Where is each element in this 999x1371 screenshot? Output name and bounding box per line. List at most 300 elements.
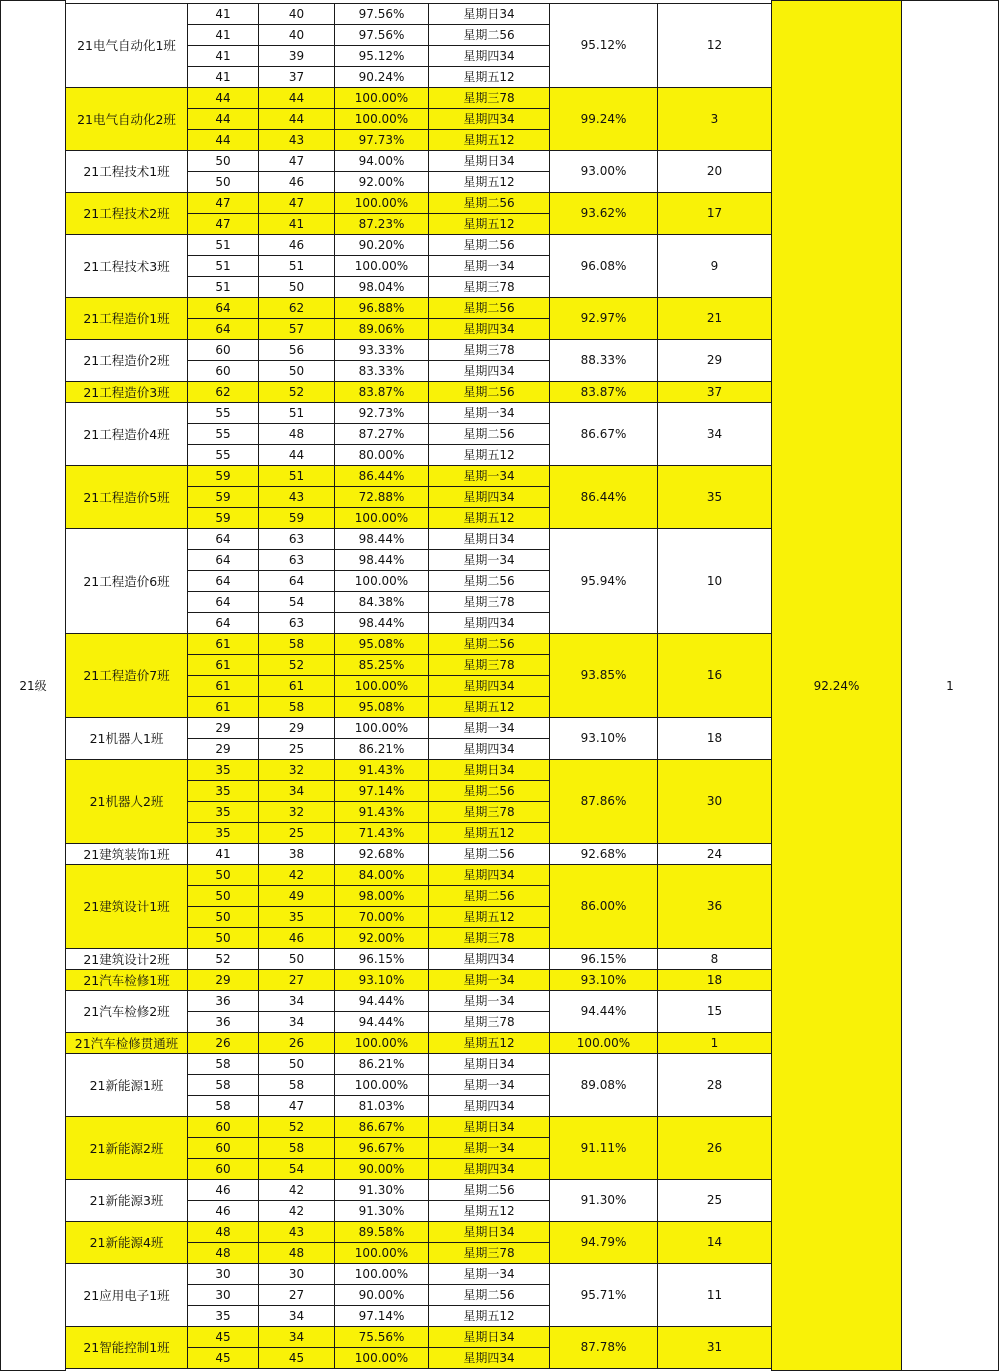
session-value: 星期四34	[463, 868, 515, 882]
present-value: 46	[288, 237, 305, 252]
session-value: 星期三78	[463, 343, 515, 357]
present-value: 39	[288, 48, 305, 63]
rate-value: 72.88%	[358, 489, 405, 504]
rate-value: 100.00%	[354, 195, 409, 210]
enrolled-value: 61	[215, 657, 231, 672]
class-rank: 16	[706, 668, 723, 682]
enrolled-value: 60	[215, 1140, 231, 1155]
present-value: 46	[288, 174, 305, 189]
enrolled-value: 29	[215, 720, 231, 735]
class-rank: 36	[706, 899, 723, 913]
present-value: 51	[288, 405, 305, 420]
rate-value: 97.56%	[358, 6, 405, 21]
enrolled-value: 35	[215, 825, 231, 840]
session-value: 星期五12	[463, 910, 515, 924]
rate-value: 100.00%	[354, 678, 409, 693]
session-value: 星期四34	[463, 742, 515, 756]
rate-value: 91.30%	[358, 1203, 405, 1218]
class-rank: 25	[706, 1193, 723, 1207]
rate-value: 100.00%	[354, 258, 409, 273]
class-rate: 91.11%	[580, 1140, 627, 1155]
session-value: 星期四34	[463, 112, 515, 126]
enrolled-value: 61	[215, 678, 231, 693]
class-rank: 20	[706, 164, 723, 178]
enrolled-value: 50	[215, 909, 231, 924]
rate-value: 100.00%	[354, 573, 409, 588]
enrolled-value: 41	[215, 846, 231, 861]
session-value: 星期二56	[463, 238, 515, 252]
class-rank: 29	[706, 353, 723, 367]
rate-value: 100.00%	[354, 90, 409, 105]
class-name: 21工程技术2班	[83, 206, 170, 221]
present-value: 63	[288, 531, 305, 546]
enrolled-value: 50	[215, 867, 231, 882]
present-value: 50	[288, 1056, 305, 1071]
session-value: 星期五12	[463, 448, 515, 462]
rate-value: 89.06%	[358, 321, 405, 336]
enrolled-value: 55	[215, 405, 231, 420]
present-value: 30	[288, 1266, 305, 1281]
session-value: 星期二56	[463, 301, 515, 315]
enrolled-value: 58	[215, 1077, 231, 1092]
rate-value: 87.27%	[358, 426, 405, 441]
class-rate: 92.68%	[580, 846, 627, 861]
enrolled-value: 47	[215, 195, 231, 210]
session-value: 星期一34	[463, 1267, 515, 1281]
class-name: 21电气自动化2班	[77, 111, 176, 127]
present-value: 42	[288, 1182, 305, 1197]
class-rate: 99.24%	[580, 111, 627, 126]
present-value: 48	[288, 1245, 305, 1260]
present-value: 49	[288, 888, 305, 903]
present-value: 34	[288, 993, 305, 1008]
class-rate: 83.87%	[580, 384, 627, 399]
rate-value: 98.44%	[358, 552, 405, 567]
enrolled-value: 59	[215, 489, 231, 504]
present-value: 62	[288, 300, 305, 315]
enrolled-value: 41	[215, 69, 231, 84]
rate-value: 97.73%	[358, 132, 405, 147]
enrolled-value: 50	[215, 153, 231, 168]
enrolled-value: 64	[215, 321, 231, 336]
session-value: 星期二56	[463, 1288, 515, 1302]
session-value: 星期日34	[463, 763, 515, 777]
class-rank: 9	[710, 258, 719, 273]
class-rate: 92.97%	[580, 311, 627, 325]
class-rate: 86.00%	[580, 899, 627, 913]
present-value: 35	[288, 909, 305, 924]
enrolled-value: 48	[215, 1224, 231, 1239]
enrolled-value: 60	[215, 1119, 231, 1134]
class-rate: 100.00%	[576, 1035, 631, 1050]
session-value: 星期三78	[463, 280, 515, 294]
rate-value: 100.00%	[354, 1350, 409, 1365]
rate-value: 100.00%	[354, 1077, 409, 1092]
rate-value: 100.00%	[354, 510, 409, 525]
present-value: 58	[288, 1140, 305, 1155]
rate-value: 100.00%	[354, 1035, 409, 1050]
class-name: 21新能源4班	[89, 1235, 164, 1250]
session-value: 星期三78	[463, 931, 515, 945]
present-value: 59	[288, 510, 305, 525]
enrolled-value: 51	[215, 258, 231, 273]
session-value: 星期二56	[463, 784, 515, 798]
class-name: 21电气自动化1班	[77, 38, 176, 53]
session-value: 星期日34	[463, 1057, 515, 1071]
session-value: 星期五12	[463, 1204, 515, 1218]
present-value: 34	[288, 783, 305, 798]
present-value: 27	[288, 972, 305, 987]
rate-value: 87.23%	[358, 216, 405, 231]
enrolled-value: 55	[215, 447, 231, 462]
session-value: 星期二56	[463, 427, 515, 441]
class-name: 21工程技术1班	[83, 164, 170, 179]
enrolled-value: 35	[215, 762, 231, 777]
present-value: 54	[288, 1161, 305, 1176]
enrolled-value: 62	[215, 384, 231, 399]
grade-rank: 1	[946, 678, 954, 693]
grade-label: 21级	[19, 679, 47, 693]
rate-value: 90.20%	[358, 237, 405, 252]
session-value: 星期二56	[463, 637, 515, 651]
session-value: 星期一34	[463, 259, 515, 273]
enrolled-value: 64	[215, 552, 231, 567]
present-value: 46	[288, 930, 305, 945]
class-rank: 31	[706, 1340, 723, 1354]
enrolled-value: 48	[215, 1245, 231, 1260]
enrolled-value: 29	[215, 741, 231, 756]
class-rank: 37	[706, 384, 723, 399]
session-value: 星期四34	[463, 952, 515, 966]
class-rate: 96.15%	[580, 951, 627, 966]
rate-value: 85.25%	[358, 657, 405, 672]
present-value: 47	[288, 1098, 305, 1113]
class-name: 21汽车检修1班	[83, 972, 170, 988]
present-value: 63	[288, 615, 305, 630]
rate-value: 90.00%	[358, 1161, 405, 1176]
session-value: 星期五12	[463, 133, 515, 147]
session-value: 星期日34	[463, 1330, 515, 1344]
present-value: 29	[288, 720, 305, 735]
class-name: 21建筑设计1班	[83, 899, 170, 914]
session-value: 星期五12	[463, 217, 515, 231]
session-value: 星期五12	[463, 511, 515, 525]
rate-value: 98.44%	[358, 531, 405, 546]
session-value: 星期四34	[463, 490, 515, 504]
class-rank: 18	[706, 731, 723, 745]
enrolled-value: 26	[215, 1035, 231, 1050]
enrolled-value: 30	[215, 1266, 231, 1281]
rate-value: 96.67%	[358, 1140, 405, 1155]
class-name: 21建筑设计2班	[83, 951, 170, 967]
rate-value: 89.58%	[358, 1224, 405, 1239]
rate-value: 100.00%	[354, 1266, 409, 1281]
rate-value: 92.68%	[358, 846, 405, 861]
session-value: 星期五12	[463, 175, 515, 189]
class-rate: 87.86%	[580, 794, 627, 808]
class-name: 21新能源1班	[89, 1077, 164, 1093]
present-value: 52	[288, 384, 305, 399]
enrolled-value: 64	[215, 615, 231, 630]
session-value: 星期日34	[463, 154, 515, 168]
enrolled-value: 41	[215, 48, 231, 63]
session-value: 星期一34	[463, 994, 515, 1008]
enrolled-value: 50	[215, 174, 231, 189]
enrolled-value: 44	[215, 132, 231, 147]
session-value: 星期三78	[463, 658, 515, 672]
present-value: 42	[288, 1203, 305, 1218]
class-name: 21工程造价7班	[83, 668, 170, 683]
rate-value: 92.00%	[358, 174, 405, 189]
class-rank: 15	[706, 1004, 723, 1018]
rate-value: 95.08%	[358, 636, 405, 651]
present-value: 50	[288, 363, 305, 378]
enrolled-value: 50	[215, 930, 231, 945]
rate-value: 92.00%	[358, 930, 405, 945]
rate-value: 81.03%	[358, 1098, 405, 1113]
present-value: 32	[288, 762, 305, 777]
present-value: 44	[288, 111, 305, 126]
present-value: 44	[288, 447, 305, 462]
class-rate: 86.67%	[580, 426, 627, 441]
class-rank: 1	[710, 1035, 719, 1050]
rate-value: 70.00%	[358, 909, 405, 924]
class-rate: 91.30%	[580, 1193, 627, 1207]
enrolled-value: 30	[215, 1287, 231, 1302]
session-value: 星期三78	[463, 1015, 515, 1029]
grade-rate: 92.24%	[813, 678, 860, 693]
class-rank: 3	[710, 111, 719, 126]
session-value: 星期一34	[463, 1141, 515, 1155]
class-rank: 18	[706, 972, 723, 987]
rate-value: 94.44%	[358, 1014, 405, 1029]
session-value: 星期二56	[463, 889, 515, 903]
enrolled-value: 45	[215, 1329, 231, 1344]
present-value: 26	[288, 1035, 305, 1050]
enrolled-value: 51	[215, 279, 231, 294]
class-name: 21机器人1班	[89, 731, 164, 746]
rate-value: 96.15%	[358, 951, 405, 966]
rate-value: 91.30%	[358, 1182, 405, 1197]
present-value: 56	[288, 342, 305, 357]
enrolled-value: 55	[215, 426, 231, 441]
present-value: 34	[288, 1308, 305, 1323]
session-value: 星期一34	[463, 553, 515, 567]
class-rate: 93.62%	[580, 206, 627, 220]
rate-value: 95.08%	[358, 699, 405, 714]
rate-value: 97.14%	[358, 1308, 405, 1323]
rate-value: 98.44%	[358, 615, 405, 630]
rate-value: 90.24%	[358, 69, 405, 84]
class-name: 21机器人2班	[89, 794, 164, 809]
present-value: 44	[288, 90, 305, 105]
present-value: 40	[288, 27, 305, 42]
present-value: 58	[288, 1077, 305, 1092]
class-rate: 93.10%	[580, 731, 627, 745]
class-name: 21工程造价3班	[83, 384, 170, 400]
rate-value: 91.43%	[358, 804, 405, 819]
class-rank: 30	[706, 794, 723, 808]
session-value: 星期四34	[463, 322, 515, 336]
class-name: 21汽车检修贯通班	[74, 1035, 179, 1051]
session-value: 星期日34	[463, 7, 515, 21]
class-name: 21智能控制1班	[83, 1340, 170, 1355]
rate-value: 80.00%	[358, 447, 405, 462]
present-value: 51	[288, 468, 305, 483]
enrolled-value: 44	[215, 90, 231, 105]
enrolled-value: 41	[215, 6, 231, 21]
class-name: 21工程造价2班	[83, 353, 170, 368]
class-rank: 10	[706, 573, 723, 588]
rate-value: 97.56%	[358, 27, 405, 42]
class-rate: 93.10%	[580, 972, 627, 987]
rate-value: 75.56%	[358, 1329, 405, 1344]
session-value: 星期二56	[463, 574, 515, 588]
rate-value: 92.73%	[358, 405, 405, 420]
enrolled-value: 58	[215, 1056, 231, 1071]
enrolled-value: 35	[215, 804, 231, 819]
session-value: 星期五12	[463, 1036, 515, 1050]
session-value: 星期一34	[463, 1078, 515, 1092]
session-value: 星期一34	[463, 721, 515, 735]
rate-value: 86.21%	[358, 741, 405, 756]
rate-value: 94.44%	[358, 993, 405, 1008]
session-value: 星期二56	[463, 385, 515, 399]
rate-value: 93.33%	[358, 342, 405, 357]
class-rate: 93.85%	[580, 668, 627, 682]
session-value: 星期三78	[463, 91, 515, 105]
session-value: 星期三78	[463, 1246, 515, 1260]
present-value: 43	[288, 1224, 305, 1239]
session-value: 星期五12	[463, 826, 515, 840]
class-rank: 35	[706, 489, 723, 504]
rate-value: 86.67%	[358, 1119, 405, 1134]
present-value: 25	[288, 741, 305, 756]
rate-value: 86.21%	[358, 1056, 405, 1071]
enrolled-value: 59	[215, 510, 231, 525]
present-value: 54	[288, 594, 305, 609]
present-value: 42	[288, 867, 305, 882]
present-value: 48	[288, 426, 305, 441]
enrolled-value: 36	[215, 1014, 231, 1029]
session-value: 星期一34	[463, 469, 515, 483]
present-value: 47	[288, 153, 305, 168]
session-value: 星期四34	[463, 49, 515, 63]
session-value: 星期五12	[463, 70, 515, 84]
class-rate: 94.44%	[580, 1004, 627, 1018]
enrolled-value: 64	[215, 594, 231, 609]
present-value: 63	[288, 552, 305, 567]
enrolled-value: 60	[215, 342, 231, 357]
rate-value: 91.43%	[358, 762, 405, 777]
class-rate: 88.33%	[580, 353, 627, 367]
session-value: 星期五12	[463, 700, 515, 714]
enrolled-value: 64	[215, 531, 231, 546]
class-name: 21工程造价1班	[83, 311, 170, 326]
rate-value: 83.33%	[358, 363, 405, 378]
present-value: 57	[288, 321, 305, 336]
class-name: 21应用电子1班	[83, 1287, 170, 1303]
present-value: 52	[288, 657, 305, 672]
class-name: 21新能源2班	[89, 1140, 164, 1156]
present-value: 50	[288, 951, 305, 966]
enrolled-value: 59	[215, 468, 231, 483]
class-rank: 11	[706, 1287, 723, 1302]
session-value: 星期二56	[463, 847, 515, 861]
class-rank: 34	[706, 426, 723, 441]
enrolled-value: 46	[215, 1203, 231, 1218]
enrolled-value: 29	[215, 972, 231, 987]
class-rank: 17	[706, 206, 723, 220]
class-rank: 14	[706, 1235, 723, 1249]
present-value: 64	[288, 573, 305, 588]
class-rate: 89.08%	[580, 1077, 627, 1092]
enrolled-value: 60	[215, 1161, 231, 1176]
rate-value: 93.10%	[358, 972, 405, 987]
present-value: 37	[288, 69, 305, 84]
rate-value: 83.87%	[358, 384, 405, 399]
class-rate: 96.08%	[580, 258, 627, 273]
enrolled-value: 64	[215, 573, 231, 588]
class-name: 21工程造价6班	[83, 573, 170, 589]
rate-value: 71.43%	[358, 825, 405, 840]
session-value: 星期三78	[463, 805, 515, 819]
session-value: 星期一34	[463, 973, 515, 987]
rate-value: 100.00%	[354, 720, 409, 735]
rate-value: 97.14%	[358, 783, 405, 798]
enrolled-value: 35	[215, 783, 231, 798]
rate-value: 96.88%	[358, 300, 405, 315]
class-rate: 87.78%	[580, 1340, 627, 1354]
enrolled-value: 35	[215, 1308, 231, 1323]
session-value: 星期三78	[463, 595, 515, 609]
enrolled-value: 47	[215, 216, 231, 231]
present-value: 58	[288, 699, 305, 714]
present-value: 34	[288, 1329, 305, 1344]
session-value: 星期四34	[463, 1099, 515, 1113]
rate-value: 86.44%	[358, 468, 405, 483]
present-value: 34	[288, 1014, 305, 1029]
enrolled-value: 50	[215, 888, 231, 903]
session-value: 星期四34	[463, 616, 515, 630]
class-rank: 21	[706, 311, 723, 325]
class-rate: 93.00%	[580, 164, 627, 178]
present-value: 50	[288, 279, 305, 294]
session-value: 星期四34	[463, 1162, 515, 1176]
rate-value: 95.12%	[358, 48, 405, 63]
session-value: 星期二56	[463, 1183, 515, 1197]
rate-value: 100.00%	[354, 1245, 409, 1260]
class-rate: 94.79%	[580, 1235, 627, 1249]
enrolled-value: 41	[215, 27, 231, 42]
session-value: 星期二56	[463, 196, 515, 210]
session-value: 星期五12	[463, 1309, 515, 1323]
class-name: 21建筑装饰1班	[83, 846, 170, 862]
present-value: 52	[288, 1119, 305, 1134]
present-value: 27	[288, 1287, 305, 1302]
class-rate: 95.71%	[580, 1287, 627, 1302]
present-value: 43	[288, 132, 305, 147]
present-value: 58	[288, 636, 305, 651]
class-rate: 95.94%	[580, 573, 627, 588]
session-value: 星期日34	[463, 532, 515, 546]
session-value: 星期二56	[463, 28, 515, 42]
present-value: 45	[288, 1350, 305, 1365]
class-name: 21工程技术3班	[83, 258, 170, 274]
enrolled-value: 61	[215, 636, 231, 651]
present-value: 43	[288, 489, 305, 504]
present-value: 61	[288, 678, 305, 693]
